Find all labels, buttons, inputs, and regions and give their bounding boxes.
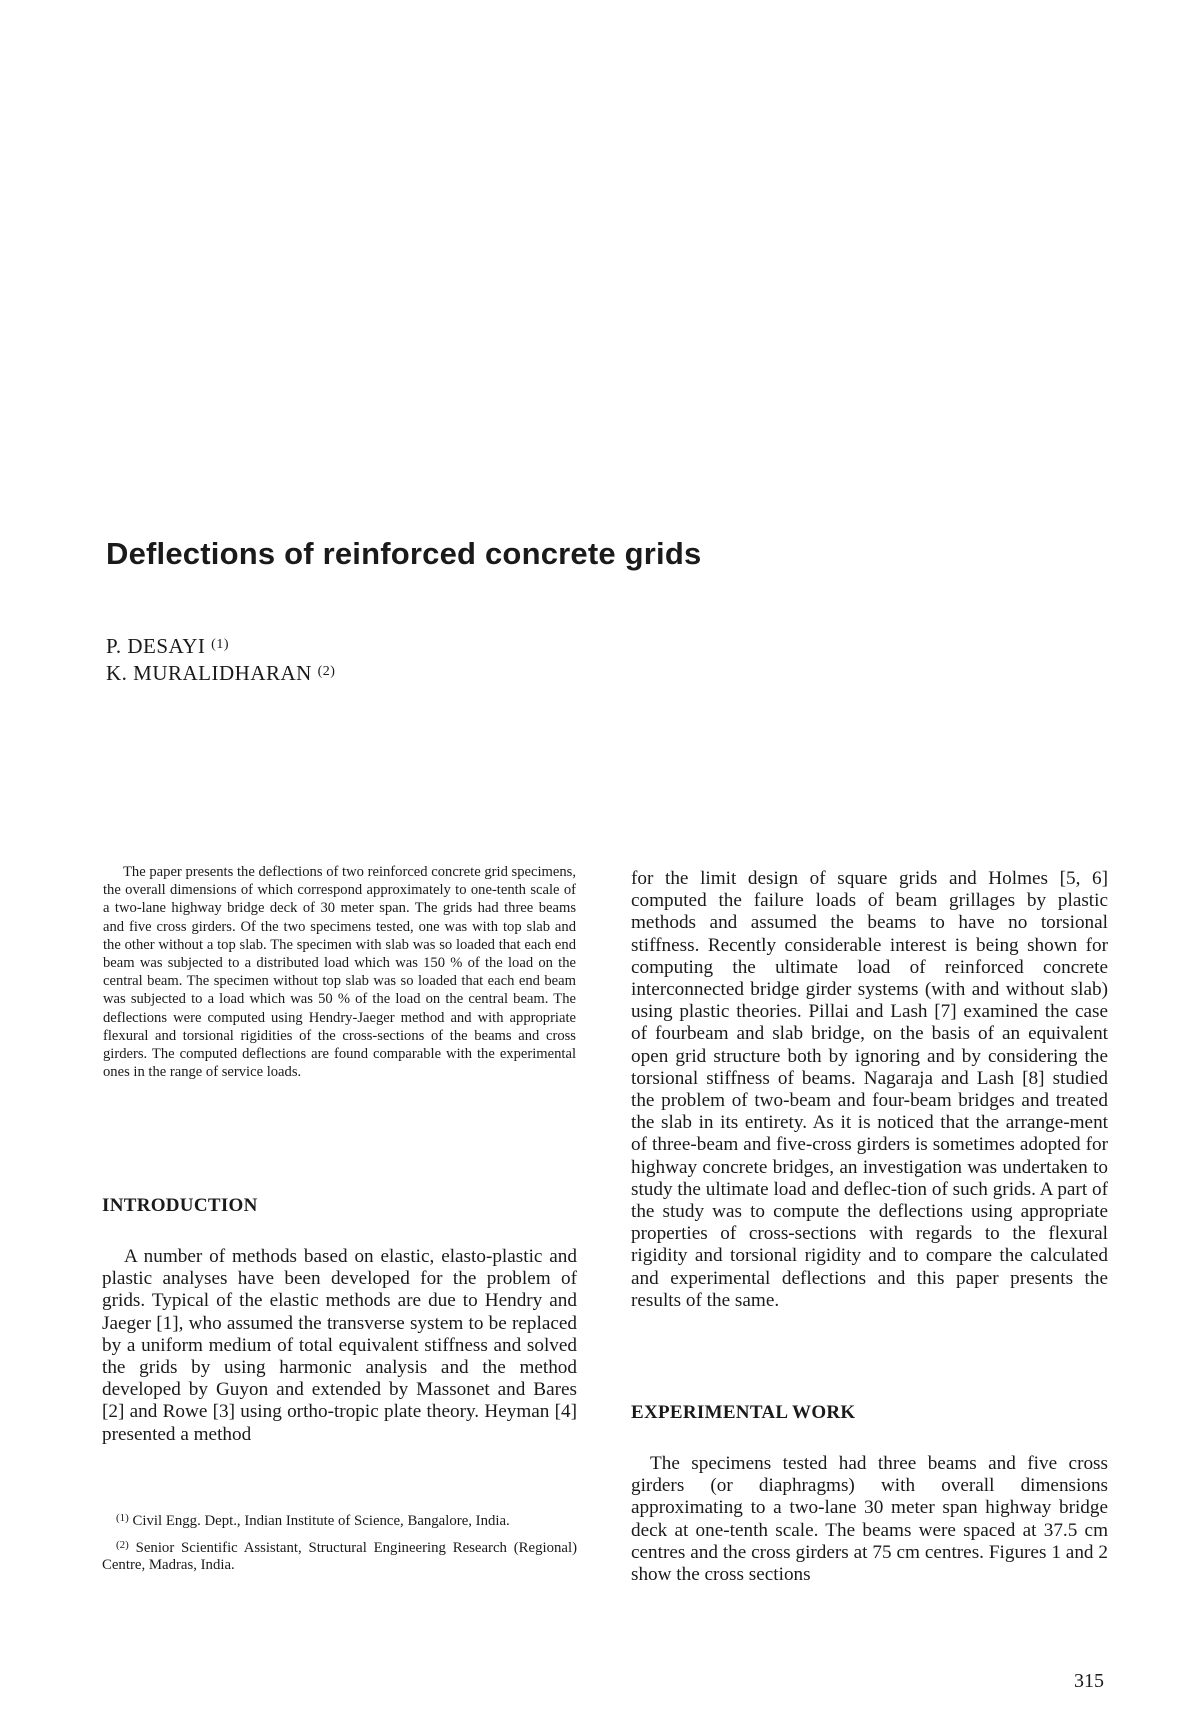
- footnote: [102, 1537, 577, 1575]
- author-note-mark: (2): [317, 664, 336, 679]
- author-note-mark: (1): [211, 637, 229, 652]
- introduction-paragraph-left: A number of methods based on elastic, elasto-plastic and plastic analyses have been developed for the problem of grids. Typical of the elastic methods are due to Hendry and Jaeger [1], who assumed the transverse system to be replaced by a uniform medium of total equivalent stiffness and solved the grids by using harmonic analysis and the method developed by Guyon and extended by Massonet and Bares [2] and Rowe [3] using ortho-tropic plate theory. Heyman [4] presented a method: [102, 1246, 577, 1445]
- footnote-text: Civil Engg. Dept., Indian Institute of Science, Bangalore, India.: [132, 1513, 510, 1529]
- footnotes: [102, 1510, 577, 1581]
- author-list: [106, 632, 335, 686]
- footnote-text: Senior Scientific Assistant, Structural Engineering Research (Regional) Centre, Madras, India.: [102, 1539, 577, 1573]
- section-heading-experimental: EXPERIMENTAL WORK: [631, 1402, 856, 1423]
- page-number: 315: [1074, 1670, 1104, 1692]
- section-heading-introduction: INTRODUCTION: [102, 1195, 258, 1216]
- author: [106, 659, 335, 686]
- abstract: The paper presents the deflections of two reinforced concrete grid specimens, the overall dimensions of which correspond approximately to one-tenth scale of a two-lane highway bridge deck of 30 meter span. The grids had three beams and five cross girders. Of the two specimens tested, one was with top slab and the other without a top slab. The specimen with slab was so loaded that each end beam was subjected to a distributed load which was 150 % of the load on the central beam. The specimen without top slab was so loaded that each end beam was subjected to a load which was 50 % of the load on the central beam. The deflections were computed using Hendry-Jaeger method and with appropriate flexural and torsional rigidities of the cross-sections of the beams and cross girders. The computed deflections are found comparable with the experimental ones in the range of service loads.: [103, 864, 576, 1081]
- footnote-mark: (1): [116, 1512, 129, 1524]
- experimental-paragraph: The specimens tested had three beams and five cross girders (or diaphragms) with overall dimensions approximating to a two-lane 30 meter span highway bridge deck at one-tenth scale. The beams were spaced at 37.5 cm centres and the cross girders at 75 cm centres. Figures 1 and 2 show the cross sections: [631, 1453, 1108, 1586]
- footnote: [102, 1510, 577, 1531]
- author: [106, 632, 335, 659]
- author-name: P. DESAYI: [106, 634, 206, 658]
- footnote-mark: (2): [116, 1538, 129, 1551]
- introduction-paragraph-right: for the limit design of square grids and Holmes [5, 6] computed the failure loads of beam grillages by plastic methods and assumed the beams to have no torsional stiffness. Recently considerable interest is being shown for computing the ultimate load of reinforced concrete interconnected bridge girder systems (with and without slab) using plastic theories. Pillai and Lash [7] examined the case of fourbeam and slab bridge, on the basis of an equivalent open grid structure both by ignoring and by considering the torsional stiffness of beams. Nagaraja and Lash [8] studied the problem of two-beam and four-beam bridges and treated the slab in its entirety. As it is noticed that the arrange-ment of three-beam and five-cross girders is sometimes adopted for highway concrete bridges, an investigation was undertaken to study the ultimate load and deflec-tion of such grids. A part of the study was to compute the deflections using appropriate properties of cross-sections with regards to the flexural rigidity and torsional rigidity and to compare the calculated and experimental deflections and this paper presents the results of the same.: [631, 868, 1108, 1311]
- paper-title: Deflections of reinforced concrete grids: [106, 536, 702, 571]
- author-name: K. MURALIDHARAN: [106, 661, 312, 685]
